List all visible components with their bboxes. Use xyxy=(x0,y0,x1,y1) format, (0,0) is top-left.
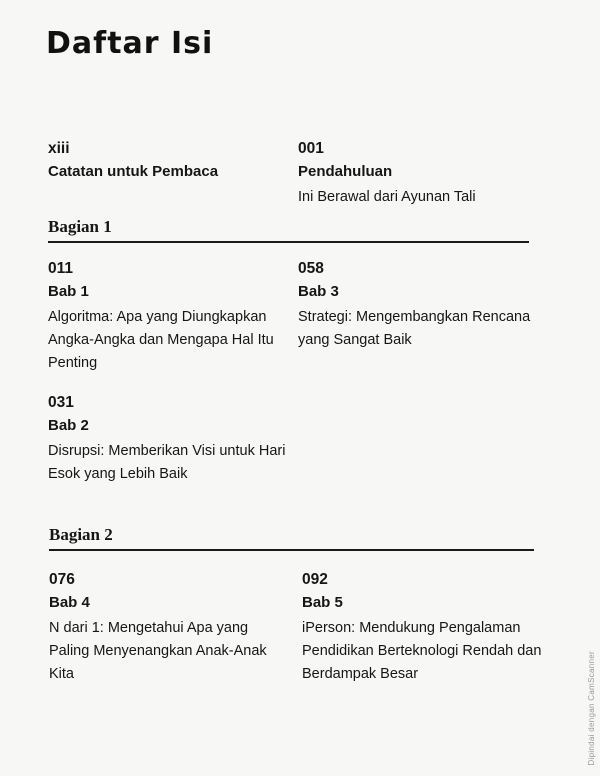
entry-description: Ini Berawal dari Ayunan Tali xyxy=(298,189,476,205)
toc-entry-bab-2[interactable] xyxy=(48,392,288,486)
entry-description: Disrupsi: Memberikan Visi untuk Hari Esok yang Lebih Baik xyxy=(48,443,286,482)
entry-heading: Bab 5 xyxy=(302,594,343,611)
toc-entry-bab-3[interactable] xyxy=(298,258,543,352)
toc-entry-reader-note[interactable] xyxy=(48,138,298,184)
toc-entry-bab-5[interactable] xyxy=(302,569,552,686)
scanner-watermark: Dipindai dengan CamScanner xyxy=(587,651,596,766)
entry-page-number: 058 xyxy=(298,260,324,277)
entry-page-number: 001 xyxy=(298,140,324,157)
entry-page-number: 076 xyxy=(49,571,75,588)
entry-heading: Bab 1 xyxy=(48,283,89,300)
entry-description: Strategi: Mengembangkan Rencana yang Sangat Baik xyxy=(298,309,531,348)
toc-entry-bab-4[interactable] xyxy=(49,569,279,686)
entry-description: N dari 1: Mengetahui Apa yang Paling Menyenangkan Anak-Anak Kita xyxy=(49,620,267,682)
entry-page-number: xiii xyxy=(48,140,70,157)
part-divider-2 xyxy=(49,549,534,551)
entry-heading: Bab 4 xyxy=(49,594,90,611)
entry-page-number: 092 xyxy=(302,571,328,588)
entry-heading: Bab 2 xyxy=(48,417,89,434)
entry-heading: Catatan untuk Pembaca xyxy=(48,163,219,180)
entry-page-number: 031 xyxy=(48,394,74,411)
entry-heading: Pendahuluan xyxy=(298,163,393,180)
entry-description: iPerson: Mendukung Pengalaman Pendidikan Berteknologi Rendah dan Berdampak Besar xyxy=(302,620,542,682)
toc-entry-bab-1[interactable] xyxy=(48,258,288,375)
page-title: Daftar Isi xyxy=(46,26,214,61)
entry-description: Algoritma: Apa yang Diungkapkan Angka-Angka dan Mengapa Hal Itu Penting xyxy=(48,309,274,371)
part-label-2: Bagian 2 xyxy=(49,525,113,544)
toc-entry-introduction[interactable] xyxy=(298,138,548,209)
entry-page-number: 011 xyxy=(48,260,74,277)
entry-heading: Bab 3 xyxy=(298,283,339,300)
part-label-1: Bagian 1 xyxy=(48,217,112,236)
part-divider-1 xyxy=(48,241,529,243)
